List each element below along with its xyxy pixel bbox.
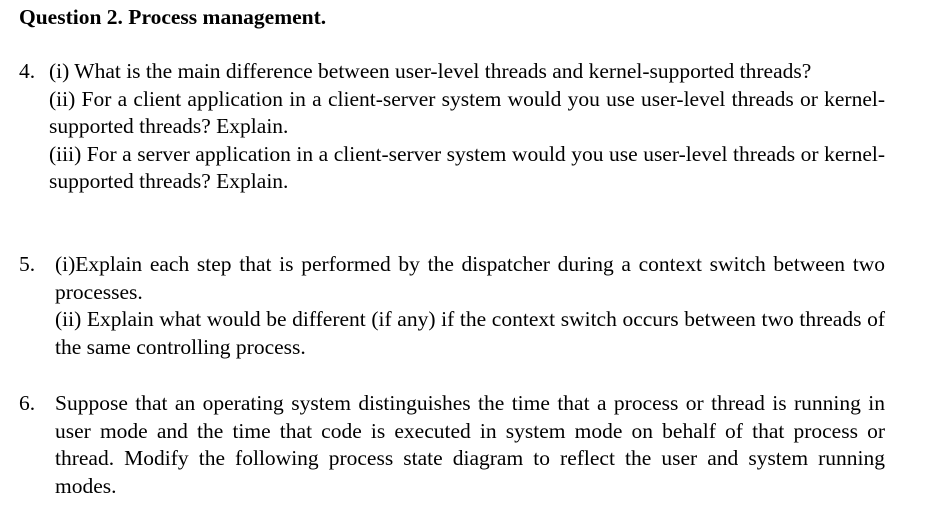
question-5 bbox=[19, 251, 885, 361]
question-part: (ii) For a client application in a client-server system would you use user-level threads or kernel-supported threads? Explain. bbox=[49, 86, 885, 138]
question-part: (iii) For a server application in a client-server system would you use user-level threads or kernel-supported threads? Explain. bbox=[49, 141, 885, 193]
question-part: (i) What is the main difference between user-level threads and kernel-supported threads? bbox=[49, 59, 812, 83]
question-part: Suppose that an operating system distinguishes the time that a process or thread is running in user mode and the time that code is executed in system mode on behalf of that process or thread. Modify the following process state diagram to reflect the user and system running modes. bbox=[55, 391, 885, 498]
question-part: (i)Explain each step that is performed by the dispatcher during a context switch between two processes. bbox=[55, 252, 885, 304]
question-number: 5. bbox=[19, 252, 36, 276]
question-4 bbox=[19, 58, 885, 196]
question-6 bbox=[19, 390, 885, 500]
question-number: 4. bbox=[19, 59, 36, 83]
section-heading: Question 2. Process management. bbox=[19, 5, 327, 29]
question-part: (ii) Explain what would be different (if any) if the context switch occurs between two threads of the same controlling process. bbox=[55, 307, 885, 359]
question-body bbox=[55, 251, 885, 361]
question-body bbox=[55, 390, 885, 500]
question-number: 6. bbox=[19, 391, 36, 415]
question-body bbox=[49, 58, 885, 196]
